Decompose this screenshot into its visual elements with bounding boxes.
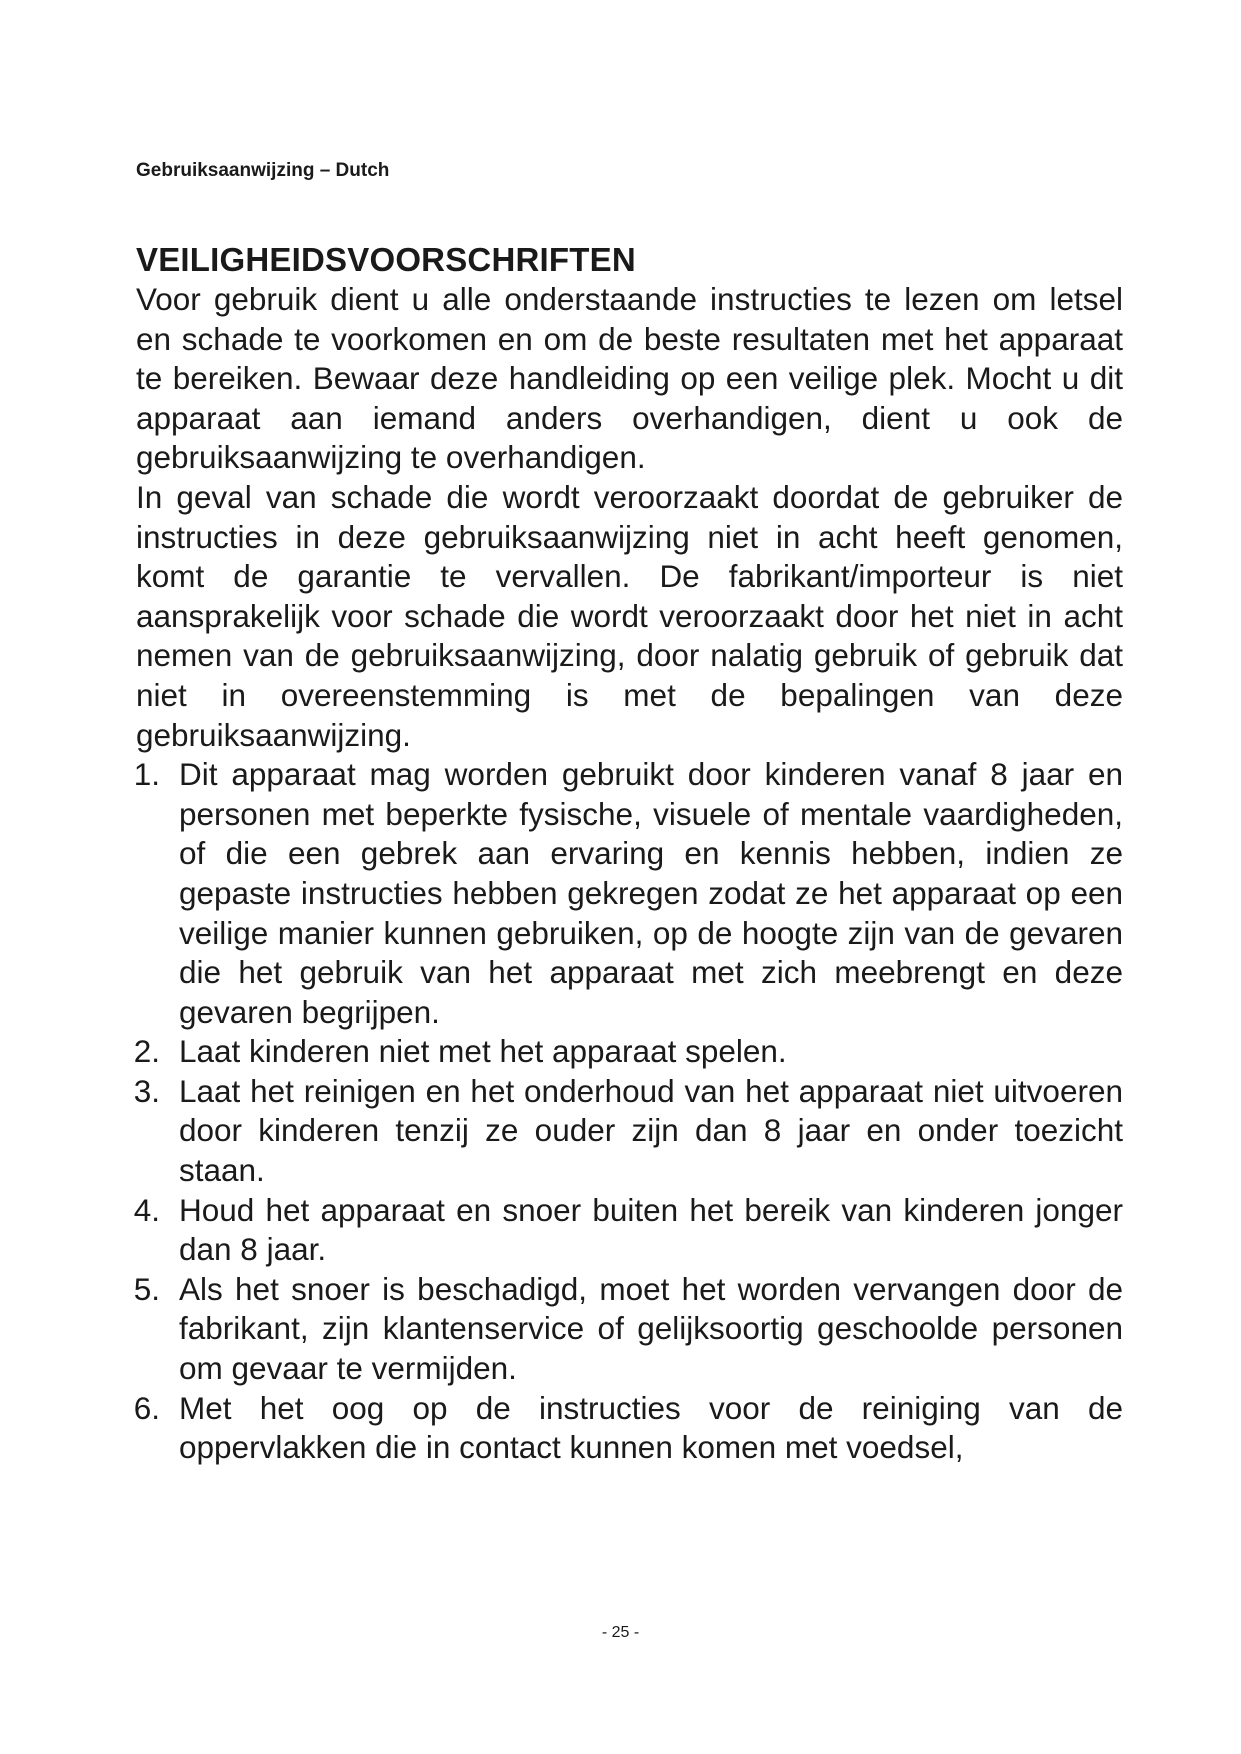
list-item [133, 1032, 1123, 1072]
list-item-number: 4. [133, 1191, 160, 1228]
list-item [133, 1270, 1123, 1389]
list-item [133, 1191, 1123, 1270]
warranty-paragraph: In geval van schade die wordt veroorzaakt doordat de gebruiker de instructies in deze gebruiksaanwijzing niet in acht heeft genomen, komt de garantie te vervallen. De fabrikant/importeur is niet aansprakelijk voor schade die wordt veroorzaakt door het niet in acht nemen van de gebruiksaanwijzing, door nalatig gebruik of gebruik dat niet in overeenstemming is met de bepalingen van deze gebruiksaanwijzing. [136, 478, 1123, 753]
list-item-number: 6. [133, 1389, 160, 1426]
list-item [133, 1389, 1123, 1468]
intro-paragraph: Voor gebruik dient u alle onderstaande instructies te lezen om letsel en schade te voorkomen en om de beste resultaten met het apparaat te bereiken. Bewaar deze handleiding op een veilige plek. Mocht u dit apparaat aan iemand anders overhandigen, dient u ook de gebruiksaanwijzing te overhandigen. [136, 281, 1123, 476]
list-item-text: Houd het apparaat en snoer buiten het bereik van kinderen jonger dan 8 jaar. [179, 1191, 1123, 1268]
list-item-number: 2. [133, 1033, 160, 1070]
list-item-number: 3. [133, 1072, 160, 1109]
section-title: VEILIGHEIDSVOORSCHRIFTEN [136, 241, 636, 278]
list-item-text: Dit apparaat mag worden gebruikt door kinderen vanaf 8 jaar en personen met beperkte fysische, visuele of mentale vaardigheden, of die een gebrek aan ervaring en kennis hebben, indien ze gepaste instructies hebben gekregen zodat ze het apparaat op een veilige manier kunnen gebruiken, op de hoogte zijn van de gevaren die het gebruik van het apparaat met zich meebrengt en deze gevaren begrijpen. [179, 756, 1123, 1030]
list-item-text: Als het snoer is beschadigd, moet het worden vervangen door de fabrikant, zijn klantenservice of gelijksoortig geschoolde personen om gevaar te vermijden. [179, 1270, 1123, 1387]
list-item-text: Laat het reinigen en het onderhoud van het apparaat niet uitvoeren door kinderen tenzij ze ouder zijn dan 8 jaar en onder toezicht staan. [179, 1072, 1123, 1189]
list-item-text: Laat kinderen niet met het apparaat spelen. [179, 1033, 787, 1070]
list-item [133, 1072, 1123, 1191]
list-item [133, 755, 1123, 1032]
list-item-number: 5. [133, 1270, 160, 1307]
page-header: Gebruiksaanwijzing – Dutch [136, 160, 390, 181]
page-number: - 25 - [601, 1624, 640, 1641]
list-item-number: 1. [133, 756, 160, 793]
list-item-text: Met het oog op de instructies voor de reiniging van de oppervlakken die in contact kunnen komen met voedsel, [179, 1389, 1123, 1466]
page-content [133, 240, 1123, 1468]
safety-list [133, 755, 1123, 1468]
